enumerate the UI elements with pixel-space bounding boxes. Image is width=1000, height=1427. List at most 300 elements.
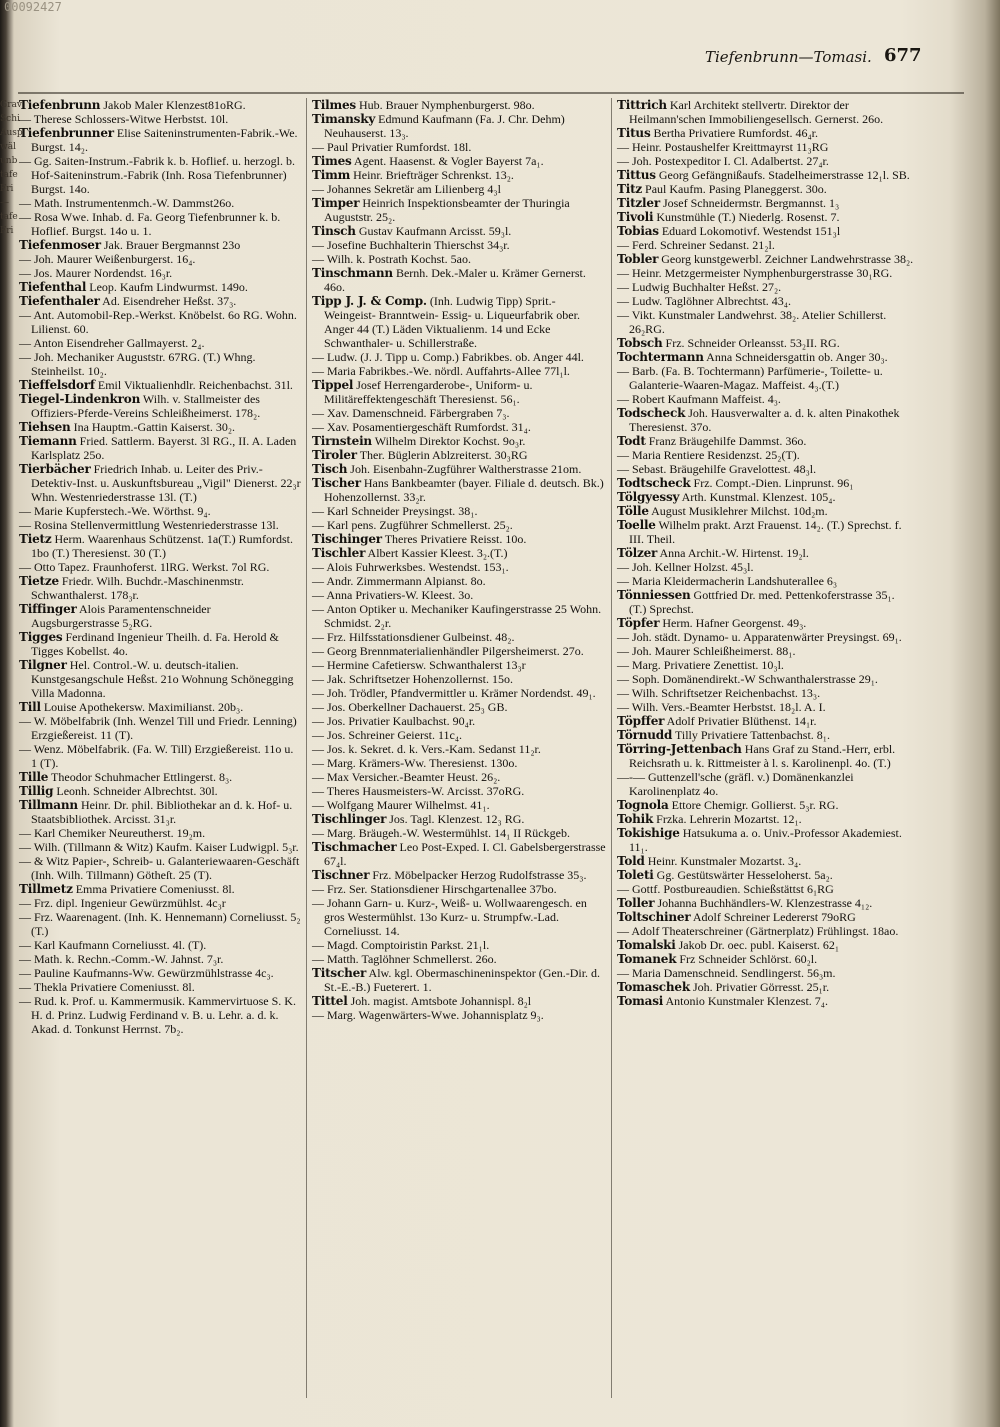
- entry-surname: Tieffelsdorf: [19, 378, 95, 392]
- entry-text: Tilly Privatiere Tattenbachst. 8₁.: [672, 728, 830, 742]
- entry-text: Ina Hauptm.-Gattin Kaiserst. 30₂.: [70, 420, 236, 434]
- directory-entry: [617, 854, 914, 868]
- directory-entry: [312, 798, 607, 812]
- entry-text: Alois Paramentenschneider Augsburgerstrasse 5₂RG.: [31, 602, 211, 630]
- entry-text: Frzka. Lehrerin Mozartst. 12₁.: [653, 812, 802, 826]
- directory-entry: [19, 378, 301, 392]
- directory-entry: [19, 308, 301, 336]
- directory-entry: [617, 882, 914, 896]
- entry-text: Josef Schneidermstr. Bergmannst. 1₃: [659, 196, 840, 210]
- directory-entry: [312, 182, 607, 196]
- entry-surname: Todtscheck: [617, 476, 691, 490]
- directory-entry: [617, 154, 914, 168]
- entry-text: — Paul Privatier Rumfordst. 18l.: [312, 140, 472, 154]
- entry-text: — Therese Schlossers-Witwe Herbstst. 10l.: [19, 112, 229, 126]
- directory-entry: [312, 364, 607, 378]
- directory-entry: [312, 350, 607, 364]
- entry-surname: Tierbächer: [19, 462, 91, 476]
- directory-entry: [312, 700, 607, 714]
- entry-text: — Andr. Zimmermann Alpianst. 8o.: [312, 574, 486, 588]
- entry-surname: Titz: [617, 182, 643, 196]
- directory-entry: [19, 994, 301, 1036]
- entry-surname: Tischner: [312, 868, 370, 882]
- entry-text: — Frz. Ser. Stationsdiener Hirschgartenallee 37bo.: [312, 882, 557, 896]
- directory-entry: [617, 560, 914, 574]
- directory-entry: [312, 728, 607, 742]
- entry-surname: Timansky: [312, 112, 376, 126]
- directory-entry: [19, 966, 301, 980]
- directory-entry: [19, 574, 301, 602]
- directory-entry: [19, 336, 301, 350]
- directory-entry: [19, 938, 301, 952]
- entry-surname: Tillig: [19, 784, 54, 798]
- entry-surname: Toleti: [617, 868, 654, 882]
- entry-text: Kunstmühle (T.) Niederlg. Rosenst. 7.: [653, 210, 840, 224]
- directory-entry: [617, 238, 914, 252]
- entry-text: — Jos. Privatier Kaulbachst. 90₄r.: [312, 714, 476, 728]
- column-rule-2: [611, 98, 612, 1398]
- entry-text: Heinrich Inspektionsbeamter der Thuringia Auguststr. 25₂.: [324, 196, 570, 224]
- directory-entry: [19, 294, 301, 308]
- entry-text: — Johann Garn- u. Kurz-, Weiß- u. Wollwaarengesch. en gros Westermühlst. 13o Kurz- u. Strumpfw.-Lad. Corneliusst. 14.: [312, 896, 587, 938]
- entry-surname: Tönniessen: [617, 588, 691, 602]
- entry-text: — Jos. Maurer Nordendst. 16₃r.: [19, 266, 173, 280]
- entry-text: Franz Bräugehilfe Dammst. 36o.: [645, 434, 807, 448]
- directory-entry: [19, 714, 301, 742]
- directory-entry: [617, 308, 914, 336]
- entry-text: Heinr. Kunstmaler Mozartst. 3₄.: [644, 854, 802, 868]
- entry-text: Joh. magist. Amtsbote Johannispl. 8₂l: [347, 994, 532, 1008]
- entry-text: — Barb. (Fa. B. Tochtermann) Parfümerie-, Toilette- u. Galanterie-Waaren-Magaz. Maffeist. 4₃.(T.): [617, 364, 883, 392]
- entry-surname: Toller: [617, 896, 655, 910]
- entry-surname: Tietze: [19, 574, 59, 588]
- entry-text: — Ant. Automobil-Rep.-Werkst. Knöbelst. 6o RG. Wohn. Lilienst. 60.: [19, 308, 297, 336]
- entry-text: — Anton Optiker u. Mechaniker Kaufingerstrasse 25 Wohn. Schmidst. 2₂r.: [312, 602, 602, 630]
- entry-text: Eduard Lokomotivf. Westendst 151₃l: [658, 224, 841, 238]
- directory-entry: [312, 882, 607, 896]
- entry-text: Leop. Kaufm Lindwurmst. 149o.: [86, 280, 248, 294]
- entry-text: Joh. Hausverwalter a. d. k. alten Pinakothek Theresienst. 37o.: [629, 406, 900, 434]
- entry-text: — Ludw. (J. J. Tipp u. Comp.) Fabrikbes. ob. Anger 44l.: [312, 350, 584, 364]
- entry-text: Emma Privatiere Comeniusst. 8l.: [72, 882, 235, 896]
- entry-surname: Tillmann: [19, 798, 78, 812]
- directory-entry: [19, 532, 301, 560]
- directory-entry: [312, 1008, 607, 1022]
- entry-surname: Tilmes: [312, 98, 356, 112]
- directory-entry: [19, 840, 301, 854]
- entry-text: — Jos. k. Sekret. d. k. Vers.-Kam. Sedanst 11₂r.: [312, 742, 541, 756]
- directory-entry: [312, 714, 607, 728]
- directory-entry: [19, 742, 301, 770]
- entry-surname: Tittel: [312, 994, 348, 1008]
- directory-entry: [312, 294, 607, 350]
- directory-entry: [617, 630, 914, 644]
- entry-surname: Tochtermann: [617, 350, 704, 364]
- entry-surname: Todscheck: [617, 406, 686, 420]
- entry-text: Heinr. Briefträger Schrenkst. 13₂.: [350, 168, 514, 182]
- entry-text: — Joh. städt. Dynamo- u. Apparatenwärter Preysingst. 69₁.: [617, 630, 902, 644]
- entry-surname: Tisch: [312, 462, 348, 476]
- entry-text: Gustav Kaufmann Arcisst. 59₃l.: [355, 224, 512, 238]
- directory-entry: [312, 630, 607, 644]
- entry-text: — Adolf Theaterschreiner (Gärtnerplatz) Frühlingst. 18ao.: [617, 924, 899, 938]
- directory-entry: [312, 252, 607, 266]
- directory-entry: [312, 434, 607, 448]
- entry-text: — Robert Kaufmann Maffeist. 4₃.: [617, 392, 781, 406]
- entry-surname: Tokishige: [617, 826, 680, 840]
- entry-surname: Times: [312, 154, 352, 168]
- directory-entry: [312, 938, 607, 952]
- directory-entry: [617, 294, 914, 308]
- directory-entry: [617, 126, 914, 140]
- directory-entry: [312, 742, 607, 756]
- entry-text: Hatsukuma a. o. Univ.-Professor Akademiest. 11₁.: [629, 826, 902, 854]
- entry-text: Antonio Kunstmaler Klenzest. 7₄.: [663, 994, 828, 1008]
- entry-text: — Joh. Postexpeditor I. Cl. Adalbertst. 27₄r.: [617, 154, 829, 168]
- entry-text: Ther. Büglerin Ablzreiterst. 30₃RG: [356, 448, 528, 462]
- entry-surname: Todt: [617, 434, 646, 448]
- directory-entry: [312, 952, 607, 966]
- entry-surname: Tischinger: [312, 532, 382, 546]
- entry-text: Wilh. v. Stallmeister des Offiziers-Pferde-Vereins Schleißheimerst. 178₂.: [31, 392, 261, 420]
- entry-text: — Jos. Oberkellner Dachauerst. 25₃ GB.: [312, 700, 508, 714]
- directory-entry: [312, 602, 607, 630]
- entry-text: Georg Gefängnißaufs. Stadelheimerstrasse 12₁l. SB.: [655, 168, 910, 182]
- margin-fragment: Grav: [0, 100, 22, 110]
- column-1: [19, 98, 301, 1398]
- directory-entry: [312, 672, 607, 686]
- entry-text: Ettore Chemigr. Gollierst. 5₃r. RG.: [668, 798, 839, 812]
- directory-entry: [312, 588, 607, 602]
- entry-text: — Marg. Privatiere Zenettist. 10₃l.: [617, 658, 784, 672]
- directory-entry: [617, 672, 914, 686]
- entry-text: — Math. k. Rechn.-Comm.-W. Jahnst. 7₃r.: [19, 952, 224, 966]
- directory-entry: [312, 756, 607, 770]
- directory-entry: [617, 910, 914, 924]
- directory-entry: [19, 854, 301, 882]
- directory-entry: [19, 238, 301, 252]
- entry-text: (Inh. Ludwig Tipp) Sprit.- Weingeist- Branntwein- Essig- u. Liqueurfabrik ober. Anger 44 (T.) Läden Viktualienm. 14 und Ecke Schwanthaler- u. Schillerstraße.: [324, 294, 580, 350]
- directory-entry: [617, 924, 914, 938]
- entry-text: Jos. Tagl. Klenzest. 12₃ RG.: [386, 812, 525, 826]
- entry-text: — Theres Hausmeisters-W. Arcisst. 37oRG.: [312, 784, 525, 798]
- entry-text: Jak. Brauer Bergmannst 23o: [100, 238, 241, 252]
- entry-text: —-— Guttenzell'sche (gräfl. v.) Domänenkanzlei Karolinenplatz 4o.: [617, 770, 854, 798]
- entry-text: Ferdinand Ingenieur Theilh. d. Fa. Herold & Tigges Kobellst. 4o.: [31, 630, 279, 658]
- directory-entry: [312, 98, 607, 112]
- entry-text: — Otto Tapez. Fraunhoferst. 1lRG. Werkst. 7ol RG.: [19, 560, 270, 574]
- entry-text: Hans Bankbeamter (bayer. Filiale d. deutsch. Bk.) Hohenzollernst. 33₂r.: [324, 476, 604, 504]
- directory-entry: [617, 98, 914, 126]
- entry-surname: Tilgner: [19, 658, 67, 672]
- margin-fragment: unb: [0, 156, 18, 166]
- entry-surname: Tobsch: [617, 336, 663, 350]
- entry-surname: Tiefenbrunner: [19, 126, 114, 140]
- entry-text: Edmund Kaufmann (Fa. J. Chr. Dehm) Neuhauserst. 13₃.: [324, 112, 565, 140]
- entry-text: — Marg. Bräugeh.-W. Westermühlst. 14₁ II Rückgeb.: [312, 826, 570, 840]
- column-2: [312, 98, 607, 1398]
- entry-surname: Tiefenthaler: [19, 294, 100, 308]
- margin-fragment: Ausp: [0, 128, 23, 138]
- directory-entry: [312, 826, 607, 840]
- directory-entry: [312, 574, 607, 588]
- entry-text: — Rud. k. Prof. u. Kammermusik. Kammervirtuose S. K. H. d. Prinz. Ludwig Ferdinand v. B. u. Lehr. a. d. k. Akad. d. Tonkunst Herrnst. 7b₂.: [19, 994, 296, 1036]
- entry-surname: Tiemann: [19, 434, 77, 448]
- entry-text: Jakob Maler Klenzest81oRG.: [100, 98, 246, 112]
- directory-entry: [617, 952, 914, 966]
- entry-text: — Marie Kupferstech.-We. Wörthst. 9₄.: [19, 504, 211, 518]
- directory-entry: [617, 434, 914, 448]
- entry-surname: Tiefenbrunn: [19, 98, 101, 112]
- directory-entry: [617, 336, 914, 350]
- entry-text: Theodor Schuhmacher Ettlingerst. 8₃.: [48, 770, 233, 784]
- directory-entry: [312, 644, 607, 658]
- entry-surname: Toelle: [617, 518, 656, 532]
- directory-entry: [617, 462, 914, 476]
- directory-entry: [312, 140, 607, 154]
- directory-entry: [19, 980, 301, 994]
- entry-text: Arth. Kunstmal. Klenzest. 105₄.: [679, 490, 836, 504]
- directory-entry: [617, 966, 914, 980]
- entry-text: Hub. Brauer Nymphenburgerst. 98o.: [355, 98, 535, 112]
- directory-entry: [19, 112, 301, 126]
- directory-entry: [19, 154, 301, 196]
- directory-entry: [617, 644, 914, 658]
- directory-entry: [312, 686, 607, 700]
- entry-surname: Töpfer: [617, 616, 660, 630]
- header-rule: [18, 92, 964, 94]
- entry-text: — Ferd. Schreiner Sedanst. 21₂l.: [617, 238, 775, 252]
- entry-text: — Matth. Taglöhner Schmellerst. 26o.: [312, 952, 497, 966]
- entry-text: Frz. Möbelpacker Herzog Rudolfstrasse 35₃.: [369, 868, 587, 882]
- directory-entry: [312, 224, 607, 238]
- directory-entry: [617, 896, 914, 910]
- entry-text: Frz Schneider Schlörst. 60₂l.: [676, 952, 818, 966]
- directory-entry: [312, 546, 607, 560]
- entry-text: Heinr. Dr. phil. Bibliothekar an d. k. Hof- u. Staatsbibliothek. Arcisst. 31₃r.: [31, 798, 293, 826]
- entry-text: — Wilh. (Tillmann & Witz) Kaufm. Kaiser Ludwigpl. 5₃r.: [19, 840, 299, 854]
- directory-entry: [19, 630, 301, 658]
- entry-text: Bernh. Dek.-Maler u. Krämer Gernerst. 46o.: [324, 266, 586, 294]
- directory-entry: [19, 952, 301, 966]
- directory-entry: [19, 896, 301, 910]
- entry-surname: Tivoli: [617, 210, 654, 224]
- entry-surname: Tischmacher: [312, 840, 397, 854]
- entry-text: — Rosa Wwe. Inhab. d. Fa. Georg Tiefenbrunner k. b. Hoflief. Burgst. 14o u. 1.: [19, 210, 281, 238]
- entry-text: — Maria Kleidermacherin Landshuterallee 6₃: [617, 574, 838, 588]
- entry-surname: Törnudd: [617, 728, 673, 742]
- entry-text: — Joh. Trödler, Pfandvermittler u. Krämer Nordendst. 49₁.: [312, 686, 596, 700]
- entry-text: — Karl Chemiker Neureutherst. 19₂m.: [19, 826, 206, 840]
- entry-surname: Tischler: [312, 546, 366, 560]
- entry-text: — Joh. Maurer Weißenburgerst. 16₄.: [19, 252, 196, 266]
- directory-entry: [312, 476, 607, 504]
- entry-text: Joh. Privatier Görresst. 25₁r.: [689, 980, 830, 994]
- entry-text: — Alois Fuhrwerksbes. Westendst. 153₁.: [312, 560, 509, 574]
- entry-text: — Marg. Wagenwärters-Wwe. Johannisplatz 9₃.: [312, 1008, 544, 1022]
- directory-entry: [617, 210, 914, 224]
- directory-entry: [617, 980, 914, 994]
- entry-text: — Maria Damenschneid. Sendlingerst. 56₃m.: [617, 966, 836, 980]
- entry-surname: Tischer: [312, 476, 361, 490]
- directory-entry: [19, 350, 301, 378]
- entry-surname: Tomalski: [617, 938, 676, 952]
- directory-entry: [312, 504, 607, 518]
- margin-fragment: Fri: [0, 184, 14, 194]
- directory-entry: [312, 406, 607, 420]
- directory-entry: [617, 546, 914, 560]
- entry-surname: Tippel: [312, 378, 354, 392]
- entry-text: — Joh. Mechaniker Auguststr. 67RG. (T.) Whng. Steinheilst. 10₂.: [19, 350, 256, 378]
- entry-text: Frz. Compt.-Dien. Linprunst. 96₁: [690, 476, 854, 490]
- directory-entry: [312, 196, 607, 224]
- entry-surname: Tiffinger: [19, 602, 77, 616]
- margin-fragment: tafe: [0, 212, 18, 222]
- directory-entry: [312, 994, 607, 1008]
- entry-text: Friedrich Inhab. u. Leiter des Priv.-Detektiv-Inst. u. Auskunftsbureau „Vigil" Dienerst. 22₃r Whn. Westenriederstrasse 13l. (T.): [31, 462, 301, 504]
- entry-surname: Titscher: [312, 966, 367, 980]
- entry-text: Fried. Sattlerm. Bayerst. 3l RG., II. A. Laden Karlsplatz 25o.: [31, 434, 297, 462]
- directory-entry: [19, 518, 301, 532]
- margin-fragment: Schi: [0, 114, 20, 124]
- entry-text: — Jos. Schreiner Geierst. 11c₄.: [312, 728, 463, 742]
- entry-text: — Soph. Domänendirekt.-W Schwanthalerstrasse 29₁.: [617, 672, 878, 686]
- directory-entry: [312, 448, 607, 462]
- directory-entry: [312, 420, 607, 434]
- entry-surname: Tigges: [19, 630, 63, 644]
- entry-surname: Tiehsen: [19, 420, 71, 434]
- entry-surname: Tognola: [617, 798, 669, 812]
- entry-surname: Tittrich: [617, 98, 667, 112]
- entry-text: Herm. Hafner Georgenst. 49₃.: [659, 616, 807, 630]
- directory-entry: [19, 266, 301, 280]
- directory-entry: [312, 770, 607, 784]
- entry-surname: Tiefenthal: [19, 280, 87, 294]
- entry-text: — Karl pens. Zugführer Schmellerst. 25₂.: [312, 518, 513, 532]
- entry-surname: Tittus: [617, 168, 656, 182]
- directory-entry: [19, 560, 301, 574]
- entry-text: — Wilh. k. Postrath Kochst. 5ao.: [312, 252, 471, 266]
- directory-entry: [19, 798, 301, 826]
- entry-surname: Toltschiner: [617, 910, 691, 924]
- entry-text: — Thekla Privatiere Comeniusst. 8l.: [19, 980, 195, 994]
- entry-surname: Tiefenmoser: [19, 238, 101, 252]
- entry-surname: Tölgyessy: [617, 490, 680, 504]
- directory-entry: [617, 742, 914, 770]
- directory-entry: [617, 686, 914, 700]
- directory-entry: [617, 364, 914, 392]
- directory-entry: [312, 168, 607, 182]
- directory-entry: [312, 560, 607, 574]
- entry-text: Leonh. Schneider Albrechtst. 30l.: [53, 784, 218, 798]
- entry-text: Jakob Dr. oec. publ. Kaiserst. 62₁: [675, 938, 840, 952]
- entry-surname: Titus: [617, 126, 651, 140]
- entry-text: — Gg. Saiten-Instrum.-Fabrik k. b. Hoflief. u. herzogl. b. Hof-Saiteninstrum.-Fabrik (Inh. Rosa Tiefenbrunner) Burgst. 14o.: [19, 154, 295, 196]
- directory-entry: [312, 154, 607, 168]
- directory-entry: [312, 238, 607, 252]
- entry-text: Josef Herrengarderobe-, Uniform- u. Militäreffektengeschäft Theresienst. 56₁.: [324, 378, 533, 406]
- directory-entry: [617, 168, 914, 182]
- directory-entry: [617, 224, 914, 238]
- directory-entry: [19, 700, 301, 714]
- entry-text: Alw. kgl. Obermaschineninspektor (Gen.-Dir. d. St.-E.-B.) Fueterert. 1.: [324, 966, 601, 994]
- entry-text: — Josefine Buchhalterin Thierschst 34₃r.: [312, 238, 510, 252]
- entry-surname: Tölle: [617, 504, 649, 518]
- entry-surname: Tölzer: [617, 546, 658, 560]
- entry-surname: Tille: [19, 770, 49, 784]
- entry-text: Hans Graf zu Stand.-Herr, erbl. Reichsrath u. k. Rittmeister à l. s. Karolinenpl. 4o. (T.): [629, 742, 896, 770]
- directory-entry: [617, 658, 914, 672]
- directory-entry: [617, 406, 914, 434]
- entry-text: — Maria Rentiere Residenzst. 25₂(T).: [617, 448, 800, 462]
- directory-entry: [19, 210, 301, 238]
- entry-text: Adolf Privatier Blüthenst. 14₁r.: [664, 714, 817, 728]
- entry-surname: Tomanek: [617, 952, 677, 966]
- directory-entry: [617, 518, 914, 546]
- entry-text: Bertha Privatiere Rumfordst. 46₄r.: [650, 126, 818, 140]
- entry-surname: Tillmetz: [19, 882, 73, 896]
- directory-entry: [617, 392, 914, 406]
- entry-text: — Heinr. Postaushelfer Kreittmayrst 11₃RG: [617, 140, 829, 154]
- directory-entry: [617, 448, 914, 462]
- entry-text: Herm. Waarenhaus Schützenst. 1a(T.) Rumfordst. 1bo (T.) Theresienst. 30 (T.): [31, 532, 294, 560]
- entry-text: — Frz. dipl. Ingenieur Gewürzmühlst. 4c₃r: [19, 896, 226, 910]
- directory-entry: [617, 994, 914, 1008]
- entry-surname: Tomasi: [617, 994, 664, 1008]
- directory-entry: [19, 252, 301, 266]
- directory-entry: [19, 196, 301, 210]
- entry-text: Anna Archit.-W. Hirtenst. 19₂l.: [657, 546, 809, 560]
- entry-surname: Tipp J. J. & Comp.: [312, 294, 427, 308]
- directory-entry: [19, 504, 301, 518]
- entry-text: — Ludwig Buchhalter Heßst. 27₂.: [617, 280, 782, 294]
- entry-text: — Anna Privatiers-W. Kleest. 3o.: [312, 588, 474, 602]
- directory-entry: [617, 812, 914, 826]
- directory-entry: [617, 504, 914, 518]
- directory-entry: [617, 700, 914, 714]
- entry-text: — & Witz Papier-, Schreib- u. Galanteriewaaren-Geschäft (Inh. Wilh. Tillmann) Götheſt. 25 (T).: [19, 854, 300, 882]
- entry-text: Emil Viktualienhdlr. Reichenbachst. 31l.: [94, 378, 293, 392]
- directory-entry: [312, 112, 607, 140]
- directory-entry: [617, 798, 914, 812]
- entry-text: — Ludw. Taglöhner Albrechtst. 43₄.: [617, 294, 791, 308]
- directory-entry: [617, 280, 914, 294]
- entry-text: Karl Architekt stellvertr. Direktor der Heilmann'schen Immobiliengesellsch. Gernerst. 26o.: [629, 98, 884, 126]
- entry-text: — Math. Instrumentenmch.-W. Dammst26o.: [19, 196, 235, 210]
- entry-surname: Tomaschek: [617, 980, 690, 994]
- entry-text: — Wilh. Schriftsetzer Reichenbachst. 13₃.: [617, 686, 821, 700]
- entry-surname: Timm: [312, 168, 351, 182]
- directory-entry: [617, 826, 914, 854]
- entry-text: — Hermine Cafetiersw. Schwanthalerst 13₃r: [312, 658, 526, 672]
- directory-entry: [312, 840, 607, 868]
- entry-text: Louise Apothekersw. Maximilianst. 20b₃.: [40, 700, 244, 714]
- entry-text: — Frz. Hilfsstationsdiener Gulbeinst. 48₂.: [312, 630, 515, 644]
- directory-entry: [617, 616, 914, 630]
- entry-text: Wilhelm prakt. Arzt Frauenst. 14₂. (T.) Sprechst. f. III. Theil.: [629, 518, 902, 546]
- directory-entry: [19, 462, 301, 504]
- left-margin-fragments: [0, 98, 23, 238]
- entry-surname: Timper: [312, 196, 360, 210]
- entry-text: — Marg. Krämers-Ww. Theresienst. 130o.: [312, 756, 518, 770]
- entry-text: Johanna Buchhändlers-W. Klenzestrasse 4₁₂.: [654, 896, 873, 910]
- entry-text: — Joh. Maurer Schleißheimerst. 88₁.: [617, 644, 796, 658]
- margin-fragment: tafe: [0, 170, 18, 180]
- margin-fragment: wäl: [0, 142, 16, 152]
- directory-entry: [312, 868, 607, 882]
- entry-text: Joh. Eisenbahn-Zugführer Waltherstrasse 21om.: [347, 462, 582, 476]
- entry-text: — Magd. Comptoiristin Parkst. 21₁l.: [312, 938, 490, 952]
